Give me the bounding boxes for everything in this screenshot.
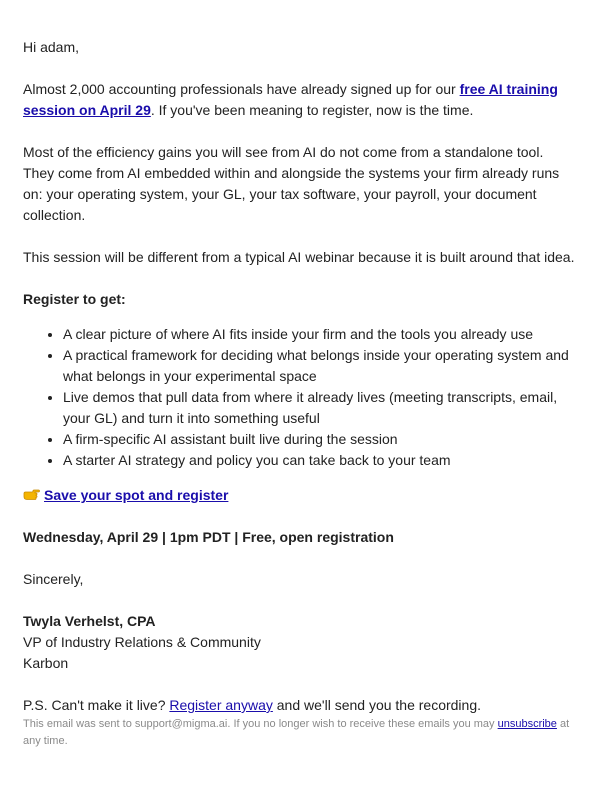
intro-text-start: Almost 2,000 accounting professionals have already signed up for our bbox=[23, 81, 460, 97]
signature-company: Karbon bbox=[23, 655, 69, 671]
benefits-list bbox=[23, 324, 577, 471]
list-item: • A clear picture of where AI fits inside your firm and the tools you already use bbox=[63, 324, 577, 345]
footer-text-start: This email was sent to support@migma.ai. If you no longer wish to receive these emails you may bbox=[23, 718, 498, 730]
greeting: Hi adam, bbox=[23, 39, 80, 55]
signoff: Sincerely, bbox=[23, 571, 84, 587]
register-cta-link[interactable]: Save your spot and register bbox=[44, 487, 229, 503]
unsubscribe-link[interactable]: unsubscribe bbox=[497, 718, 557, 730]
ps-text-start: P.S. Can't make it live? bbox=[23, 697, 170, 713]
cta-row bbox=[23, 485, 577, 506]
intro-paragraph bbox=[23, 79, 577, 121]
efficiency-paragraph: Most of the efficiency gains you will see from AI do not come from a standalone tool. They come from AI embedded within and alongside the systems your firm already runs on: your operating system, your GL, your tax software, your payroll, your document collection. bbox=[23, 144, 560, 223]
ps-text-end: and we'll send you the recording. bbox=[272, 697, 482, 713]
list-item: • A starter AI strategy and policy you can take back to your team bbox=[63, 450, 577, 471]
signature-block bbox=[23, 611, 577, 674]
signature-name: Twyla Verhelst, CPA bbox=[23, 613, 156, 629]
footer-text-end: at any time. bbox=[23, 718, 570, 747]
signature-title: VP of Industry Relations & Community bbox=[23, 634, 261, 650]
event-details: Wednesday, April 29 | 1pm PDT | Free, open registration bbox=[23, 529, 394, 545]
list-item: • Live demos that pull data from where it already lives (meeting transcripts, email, your GL) and turn it into something useful bbox=[63, 387, 577, 429]
ps-line bbox=[23, 695, 577, 716]
pointing-hand-icon bbox=[23, 487, 40, 501]
register-heading: Register to get: bbox=[23, 291, 126, 307]
list-item: • A practical framework for deciding what belongs inside your operating system and what belongs in your experimental space bbox=[63, 345, 577, 387]
intro-text-end: . If you've been meaning to register, now is the time. bbox=[150, 102, 474, 118]
session-paragraph: This session will be different from a typical AI webinar because it is built around that idea. bbox=[23, 249, 575, 265]
register-anyway-link[interactable]: Register anyway bbox=[169, 697, 273, 713]
footer-note bbox=[23, 716, 577, 750]
training-session-link[interactable]: free AI training session on April 29 bbox=[23, 81, 558, 118]
list-item: • A firm-specific AI assistant built live during the session bbox=[63, 429, 577, 450]
